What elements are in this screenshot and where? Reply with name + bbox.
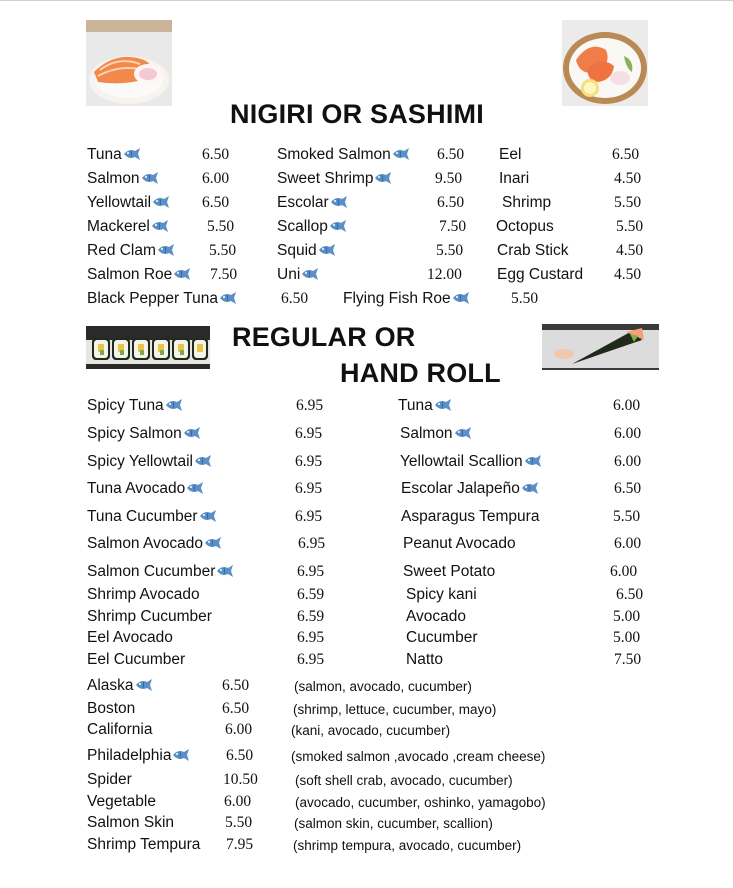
menu-item-price: 4.50 [614,266,642,283]
menu-item-price: 6.50 [437,146,465,163]
menu-item-price: 6.95 [295,425,323,442]
raw-fish-icon [165,399,183,411]
roll-photo [86,326,210,369]
menu-item-name: Inari [499,170,530,187]
raw-fish-icon [434,399,452,411]
menu-item-name: Boston [87,700,136,717]
menu-item-name: Shrimp [502,194,552,211]
nigiri-sashimi-heading: NIGIRI OR SASHIMI [230,99,484,129]
raw-fish-icon [199,510,217,522]
raw-fish-icon [135,679,153,691]
raw-fish-icon [186,482,204,494]
raw-fish-icon [219,292,237,304]
raw-fish-icon [330,196,348,208]
menu-item-description: (salmon, avocado, cucumber) [294,679,472,694]
menu-item-description: (shrimp tempura, avocado, cucumber) [293,838,522,853]
raw-fish-icon [172,749,190,761]
menu-item-name: Eel Cucumber [87,651,186,668]
menu-item-price: 6.00 [614,535,642,552]
hand-roll-photo [542,324,659,370]
menu-item-description: (shrimp, lettuce, cucumber, mayo) [293,702,497,717]
menu-item-name: Philadelphia [87,747,190,765]
sashimi-photo [562,20,648,106]
raw-fish-icon [452,292,470,304]
raw-fish-icon [524,455,542,467]
menu-item-description: (salmon skin, cucumber, scallion) [294,816,493,831]
menu-item-name: Spicy Salmon [87,425,201,443]
menu-item-price: 5.50 [207,218,235,235]
menu-item-price: 9.50 [435,170,463,187]
menu-item-name: Octopus [496,218,554,235]
menu-item-price: 6.00 [224,793,252,810]
menu-item-name: Sweet Potato [403,563,496,580]
menu-item-price: 5.50 [209,242,237,259]
menu-item-price: 6.95 [297,563,325,580]
menu-item-price: 6.50 [222,700,250,717]
menu-item-name: Shrimp Tempura [87,836,201,853]
menu-item-price: 6.00 [614,453,642,470]
raw-fish-icon [454,427,472,439]
menu-item-price: 5.00 [613,608,641,625]
raw-fish-icon [157,244,175,256]
menu-item-name: Avocado [406,608,467,625]
raw-fish-icon [374,172,392,184]
menu-item-name: Yellowtail Scallion [400,453,542,471]
menu-item-name: Salmon Roe [87,266,191,284]
menu-item-price: 6.50 [437,194,465,211]
menu-item-price: 6.95 [295,480,323,497]
menu-item-price: 6.00 [225,721,253,738]
menu-item-price: 5.50 [225,814,253,831]
menu-item-name: Spicy Yellowtail [87,453,212,471]
menu-item-name: Spicy Tuna [87,397,183,415]
menu-item-name: Shrimp Avocado [87,586,200,603]
raw-fish-icon [194,455,212,467]
menu-item-name: Spider [87,771,132,788]
menu-item-name: Tuna [398,397,452,415]
menu-item-name: Salmon Skin [87,814,175,831]
menu-item-price: 6.00 [202,170,230,187]
menu-item-price: 6.95 [296,397,324,414]
menu-item-name: Cucumber [406,629,478,646]
menu-item-name: Vegetable [87,793,156,810]
raw-fish-icon [216,565,234,577]
menu-item-name: Asparagus Tempura [401,508,540,525]
menu-item-price: 6.50 [612,146,640,163]
menu-item-price: 6.50 [281,290,309,307]
menu-item-price: 5.50 [614,194,642,211]
menu-item-price: 5.00 [613,629,641,646]
menu-item-name: Alaska [87,677,153,695]
menu-item-price: 7.50 [439,218,467,235]
raw-fish-icon [151,220,169,232]
menu-item-name: Salmon Cucumber [87,563,234,581]
menu-item-price: 6.00 [613,397,641,414]
roll-heading-line1: REGULAR OR [232,322,416,352]
menu-item-name: Mackerel [87,218,169,236]
menu-item-price: 5.50 [436,242,464,259]
menu-item-name: Tuna [87,146,141,164]
menu-item-price: 6.50 [614,480,642,497]
menu-item-price: 10.50 [223,771,258,788]
menu-item-name: Flying Fish Roe [343,290,470,308]
menu-item-name: Tuna Avocado [87,480,204,498]
menu-item-name: Tuna Cucumber [87,508,217,526]
menu-item-price: 6.50 [202,146,230,163]
menu-item-description: (smoked salmon ,avocado ,cream cheese) [291,749,546,764]
menu-item-name: Uni [277,266,319,284]
menu-item-price: 7.95 [226,836,254,853]
top-border [0,0,733,1]
menu-item-name: Black Pepper Tuna [87,290,237,308]
menu-item-name: Crab Stick [497,242,569,259]
menu-item-price: 6.59 [297,586,325,603]
raw-fish-icon [152,196,170,208]
raw-fish-icon [318,244,336,256]
raw-fish-icon [301,268,319,280]
menu-item-name: Escolar Jalapeño [401,480,539,498]
menu-item-name: Scallop [277,218,347,236]
menu-item-name: Yellowtail [87,194,170,212]
menu-item-price: 5.50 [511,290,539,307]
raw-fish-icon [204,537,222,549]
raw-fish-icon [521,482,539,494]
menu-item-name: Peanut Avocado [403,535,516,552]
menu-item-name: Escolar [277,194,348,212]
menu-item-price: 6.95 [295,508,323,525]
menu-item-name: Eel Avocado [87,629,173,646]
menu-item-price: 7.50 [614,651,642,668]
menu-item-name: Red Clam [87,242,175,260]
raw-fish-icon [329,220,347,232]
menu-item-name: Shrimp Cucumber [87,608,212,625]
menu-item-price: 6.00 [614,425,642,442]
menu-item-price: 6.59 [297,608,325,625]
menu-item-price: 5.50 [613,508,641,525]
menu-item-description: (kani, avocado, cucumber) [291,723,451,738]
menu-item-price: 6.95 [297,629,325,646]
nigiri-photo [86,20,172,106]
menu-item-name: Salmon [87,170,159,188]
menu-item-name: Egg Custard [497,266,584,283]
menu-item-name: Sweet Shrimp [277,170,392,188]
menu-item-name: Smoked Salmon [277,146,410,164]
menu-item-price: 5.50 [616,218,644,235]
menu-item-price: 6.50 [616,586,644,603]
raw-fish-icon [392,148,410,160]
roll-heading-line2: HAND ROLL [340,358,501,388]
menu-item-description: (avocado, cucumber, oshinko, yamagobo) [295,795,546,810]
raw-fish-icon [173,268,191,280]
menu-item-price: 4.50 [614,170,642,187]
menu-item-price: 7.50 [210,266,238,283]
raw-fish-icon [183,427,201,439]
menu-item-name: Spicy kani [406,586,477,603]
menu-item-price: 6.00 [610,563,638,580]
raw-fish-icon [141,172,159,184]
menu-item-name: Eel [499,146,522,163]
menu-item-name: California [87,721,153,738]
menu-item-name: Natto [406,651,444,668]
menu-item-price: 6.50 [222,677,250,694]
menu-item-price: 6.95 [295,453,323,470]
menu-item-price: 6.95 [297,651,325,668]
menu-item-name: Salmon [400,425,472,443]
raw-fish-icon [123,148,141,160]
menu-item-description: (soft shell crab, avocado, cucumber) [295,773,513,788]
menu-item-name: Squid [277,242,336,260]
menu-item-price: 4.50 [616,242,644,259]
menu-item-price: 6.50 [202,194,230,211]
menu-item-price: 6.95 [298,535,326,552]
menu-item-name: Salmon Avocado [87,535,222,553]
menu-item-price: 12.00 [427,266,462,283]
menu-item-price: 6.50 [226,747,254,764]
